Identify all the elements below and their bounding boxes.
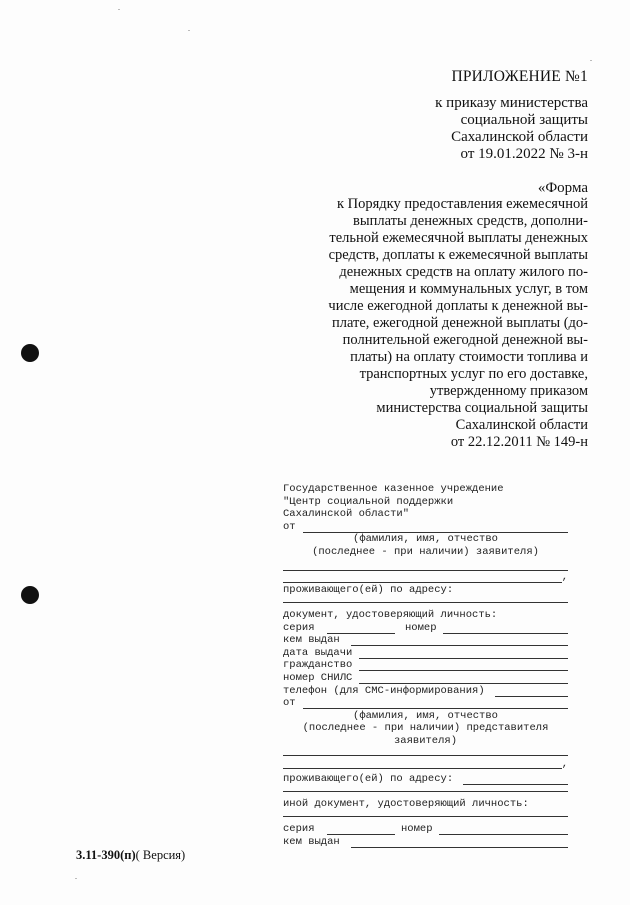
- other-doc-row: [283, 798, 568, 811]
- addressee-line: "Центр социальной поддержки: [283, 495, 454, 508]
- order-line: транспортных услуг по его доставке,: [359, 366, 588, 382]
- order-line: Сахалинской области: [455, 417, 588, 433]
- address-field[interactable]: [283, 602, 568, 603]
- residing-row: [283, 584, 568, 597]
- representative-caption: заявителя): [393, 734, 457, 747]
- series-number-row: [283, 622, 568, 635]
- order-reference: [318, 196, 588, 451]
- blank-row: [283, 785, 568, 798]
- footer-code: [76, 848, 185, 863]
- order-line: средств, доплаты к ежемесячной выплаты: [328, 247, 588, 263]
- order-line: тельной ежемесячной выплаты денежных: [329, 230, 588, 246]
- applicant-caption: (фамилия, имя, отчество: [353, 533, 498, 546]
- other-doc-label: иной документ, удостоверяющий личность:: [283, 797, 529, 810]
- citizenship-row: [283, 659, 568, 672]
- footer-code-number: 3.11-390(п): [76, 848, 136, 862]
- issued-by-label: кем выдан: [283, 835, 340, 848]
- order-line: платы) на оплату стоимости топлива и: [350, 349, 588, 365]
- blank-row: [283, 596, 568, 609]
- representative-caption: (фамилия, имя, отчество: [353, 709, 498, 722]
- application-form: [283, 483, 568, 848]
- issued-by-field[interactable]: [351, 847, 568, 848]
- rep-from-row: [283, 697, 568, 710]
- comma: ,: [561, 571, 568, 584]
- applicant-caption: (последнее - при наличии) заявителя): [312, 545, 539, 558]
- order-line: денежных средств на оплату жилого по-: [339, 264, 588, 280]
- citizenship-label: гражданство: [283, 659, 353, 672]
- blank-row: [283, 747, 568, 760]
- representative-extra-field[interactable]: [283, 755, 568, 756]
- phone-label: телефон (для СМС-информирования): [283, 684, 485, 697]
- order-line: от 22.12.2011 № 149-н: [450, 434, 588, 450]
- blank-row: [283, 559, 568, 572]
- from-row: [283, 521, 568, 534]
- series-label: серия: [283, 823, 315, 836]
- snils-row: [283, 672, 568, 685]
- comma: ,: [561, 758, 568, 771]
- rep-residing-row: [283, 773, 568, 786]
- order-line: числе ежегодной доплаты к денежной вы-: [328, 298, 588, 314]
- annex-line: от 19.01.2022 № 3-н: [460, 146, 588, 162]
- order-line: министерства социальной защиты: [376, 400, 588, 416]
- rep-address-field[interactable]: [283, 791, 568, 792]
- from-label: от: [283, 520, 296, 533]
- snils-label: номер СНИЛС: [283, 671, 353, 684]
- addressee-line: Сахалинской области": [283, 508, 410, 521]
- addressee-line: Государственное казенное учреждение: [283, 483, 504, 495]
- order-line: к Порядку предоставления ежемесячной: [336, 196, 588, 212]
- rep-series-number-row: [283, 823, 568, 836]
- representative-caption: (последнее - при наличии) представителя: [302, 722, 549, 735]
- issue-date-row: [283, 647, 568, 660]
- phone-row: [283, 685, 568, 698]
- rep-issued-by-row: [283, 836, 568, 849]
- scan-speck: [75, 878, 77, 879]
- id-doc-row: [283, 609, 568, 622]
- residing-label: проживающего(ей) по адресу:: [283, 583, 454, 596]
- number-label: номер: [405, 621, 437, 634]
- order-line: мещения и коммунальных услуг, в том: [349, 281, 588, 297]
- annex-ref: [435, 95, 588, 163]
- punch-hole-bottom: [21, 586, 39, 604]
- footer-version: ( Версия): [135, 848, 186, 862]
- scan-speck: [118, 9, 120, 10]
- issued-by-label: кем выдан: [283, 634, 340, 647]
- number-label: номер: [401, 823, 433, 836]
- series-label: серия: [283, 621, 315, 634]
- punch-hole-top: [21, 344, 39, 362]
- residing-label: проживающего(ей) по адресу:: [283, 772, 454, 785]
- form-label: «Форма: [537, 180, 588, 196]
- order-line: полнительной ежегодной денежной вы-: [342, 332, 588, 348]
- other-doc-field[interactable]: [283, 816, 568, 817]
- order-line: утвержденному приказом: [429, 383, 588, 399]
- blank-row: [283, 760, 568, 773]
- order-line: плате, ежегодной денежной выплаты (до-: [331, 315, 588, 331]
- blank-row: [283, 571, 568, 584]
- blank-row: [283, 810, 568, 823]
- order-line: выплаты денежных средств, дополни-: [353, 213, 588, 229]
- annex-block: [451, 68, 588, 85]
- annex-line: социальной защиты: [460, 112, 588, 128]
- from-label: от: [283, 697, 296, 710]
- scan-speck: [590, 60, 592, 61]
- annex-line: к приказу министерства: [435, 95, 588, 111]
- representative-extra-field[interactable]: [283, 768, 562, 769]
- annex-line: Сахалинской области: [451, 129, 588, 145]
- id-doc-label: документ, удостоверяющий личность:: [283, 608, 498, 621]
- issued-by-row: [283, 634, 568, 647]
- scan-speck: [188, 30, 190, 31]
- annex-title: ПРИЛОЖЕНИЕ №1: [451, 68, 588, 85]
- issue-date-label: дата выдачи: [283, 646, 353, 659]
